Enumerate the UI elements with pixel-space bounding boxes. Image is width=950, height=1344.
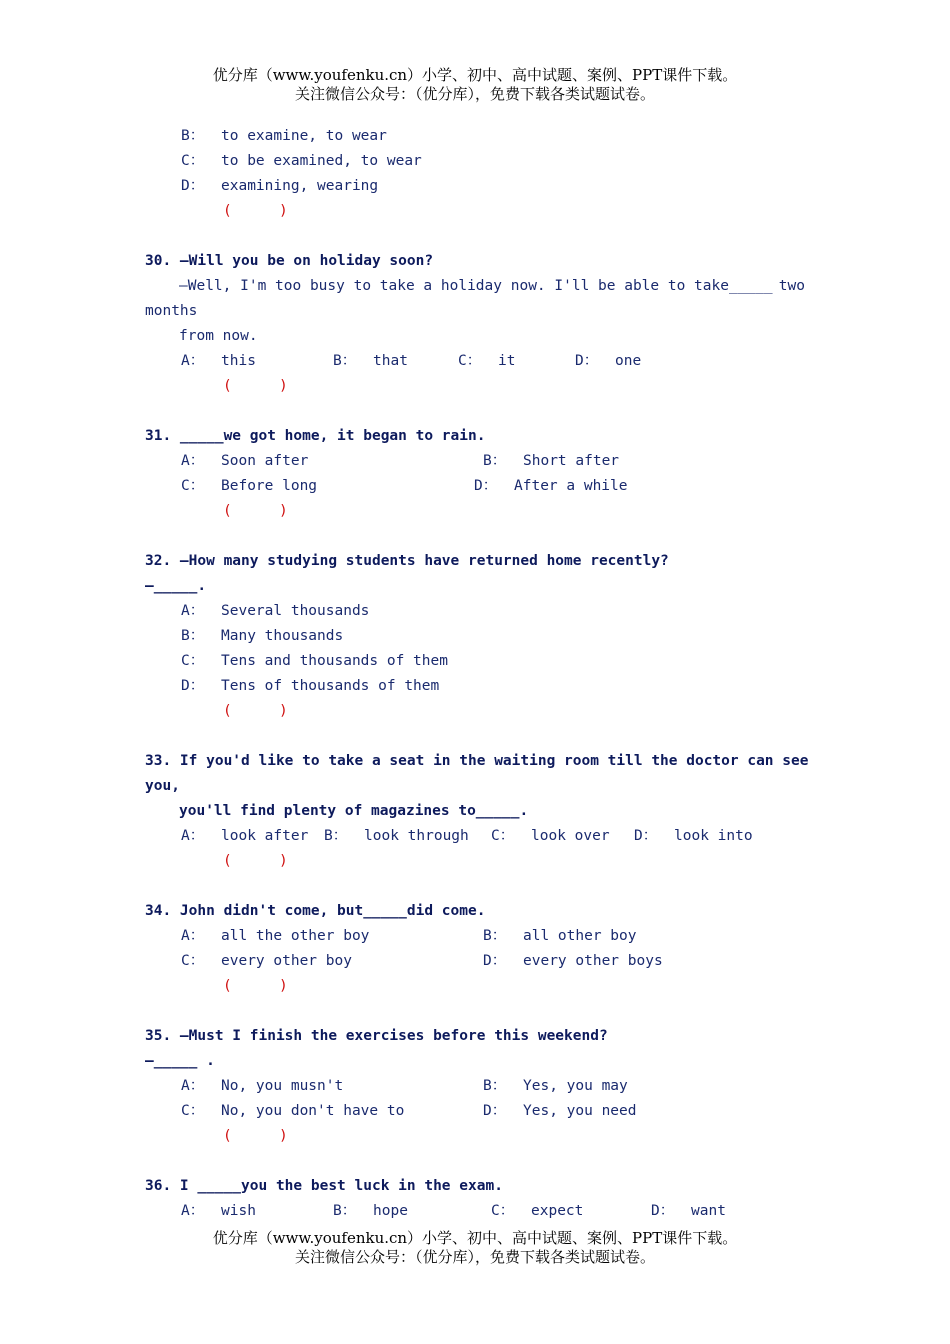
question-30-wrap: months [145, 303, 198, 319]
question-32-answer: —_____. [145, 578, 207, 594]
question-31-stem: 31. _____we got home, it began to rain. [145, 428, 486, 444]
option-c: C： Tens and thousands of them [181, 653, 448, 669]
header-line-1: 优分库（www.youfenku.cn）小学、初中、高中试题、案例、PPT课件下载。 [212, 66, 738, 84]
footer-line-2: 关注微信公众号：（优分库），免费下载各类试题试卷。 [294, 1248, 655, 1266]
question-35-options-row1: A： No, you musn't B： Yes, you may [181, 1078, 628, 1094]
question-30-stem: 30. —Will you be on holiday soon? [145, 253, 434, 269]
answer-blank[interactable]: ( ) [223, 503, 288, 519]
header-line-2: 关注微信公众号：（优分库），免费下载各类试题试卷。 [294, 85, 655, 103]
question-35-answer: —_____ . [145, 1053, 215, 1069]
question-35-options-row2: C： No, you don't have to D： Yes, you need [181, 1103, 637, 1119]
question-31-options-row2: C： Before long D： After a while [181, 478, 628, 494]
option-b: B： to examine, to wear [181, 128, 387, 144]
question-34-options-row1: A： all the other boy B： all other boy [181, 928, 637, 944]
question-34-stem: 34. John didn't come, but_____did come. [145, 903, 486, 919]
answer-blank[interactable]: ( ) [223, 378, 288, 394]
answer-blank[interactable]: ( ) [223, 203, 288, 219]
question-36-stem: 36. I _____you the best luck in the exam. [145, 1178, 503, 1194]
question-33-wrap: you, [145, 778, 180, 794]
question-34-options-row2: C： every other boy D： every other boys [181, 953, 663, 969]
footer-line-1: 优分库（www.youfenku.cn）小学、初中、高中试题、案例、PPT课件下载。 [212, 1229, 738, 1247]
question-list [145, 124, 825, 1224]
option-c: C： to be examined, to wear [181, 153, 422, 169]
question-33-stem: 33. If you'd like to take a seat in the waiting room till the doctor can see [145, 753, 809, 769]
question-30-dialogue: —Well, I'm too busy to take a holiday now. I'll be able to take_____ two [179, 278, 805, 294]
question-36-options: A： wish B： hope C： expect D： want [181, 1203, 726, 1219]
option-d: D： examining, wearing [181, 178, 379, 194]
question-31-options-row1: A： Soon after B： Short after [181, 453, 620, 469]
question-33-wrap-2: you'll find plenty of magazines to_____. [179, 803, 529, 819]
answer-blank[interactable]: ( ) [223, 853, 288, 869]
page-header [0, 66, 950, 104]
question-33-options: A： look after B： look through C： look over D： look into [181, 828, 753, 844]
question-35-stem: 35. —Must I finish the exercises before this weekend? [145, 1028, 608, 1044]
question-32-stem: 32. —How many studying students have returned home recently? [145, 553, 669, 569]
option-b: B： Many thousands [181, 628, 344, 644]
question-30-wrap-2: from now. [179, 328, 258, 344]
option-a: A： Several thousands [181, 603, 370, 619]
page-footer [0, 1229, 950, 1267]
answer-blank[interactable]: ( ) [223, 703, 288, 719]
answer-blank[interactable]: ( ) [223, 978, 288, 994]
option-d: D： Tens of thousands of them [181, 678, 440, 694]
question-30-options: A： this B： that C： it D： one [181, 353, 642, 369]
answer-blank[interactable]: ( ) [223, 1128, 288, 1144]
